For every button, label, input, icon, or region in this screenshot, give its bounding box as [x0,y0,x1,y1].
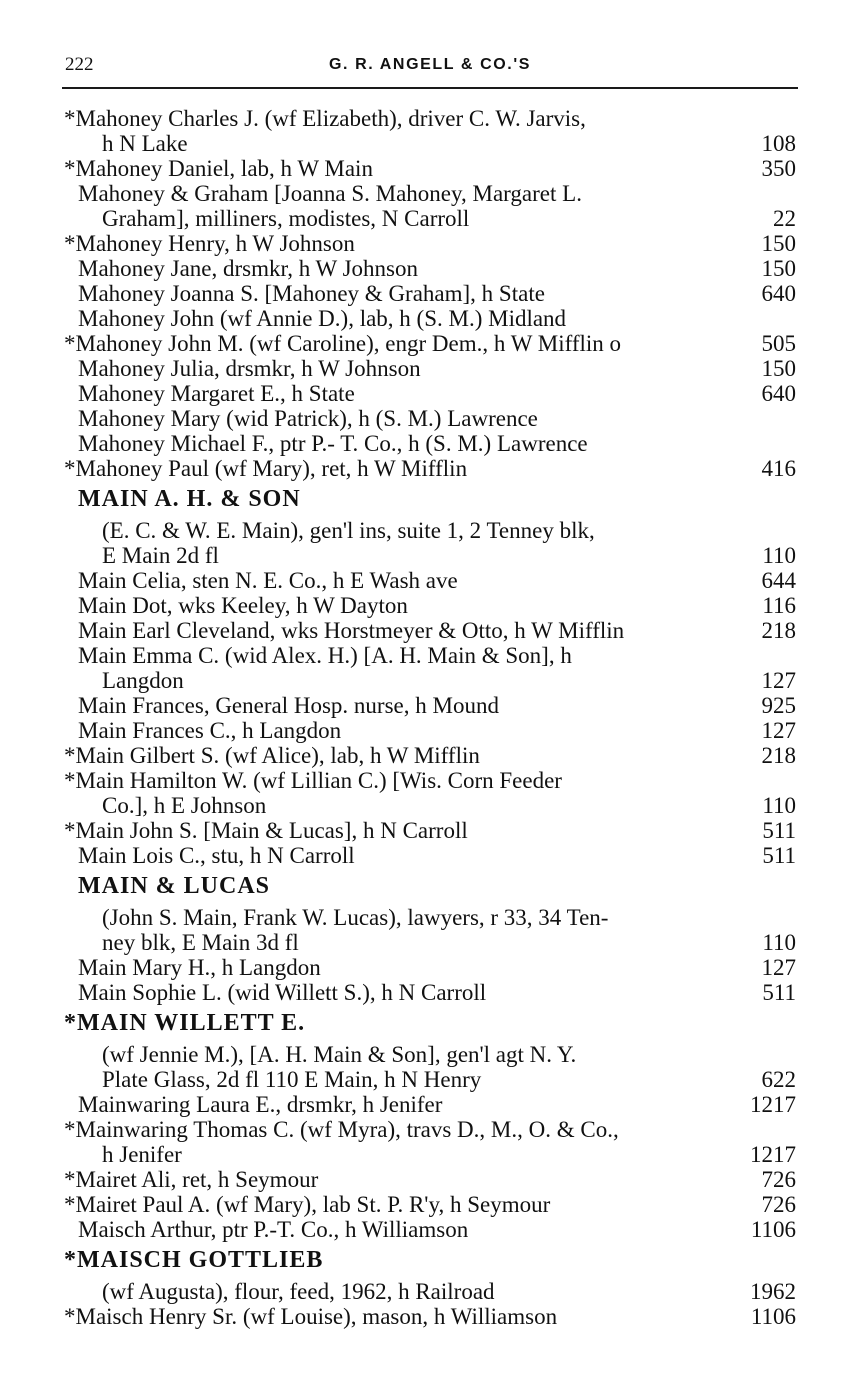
directory-entry [0,643,860,668]
page-number: 222 [65,54,94,75]
entry-text-continued: ney blk, E Main 3d fl [102,930,299,955]
business-heading [0,1248,860,1273]
entry-page-ref: 511 [762,818,796,843]
directory-entry [0,593,860,618]
entry-text: Mahoney Julia, drsmkr, h W Johnson [78,356,421,381]
entry-text: Main Mary H., h Langdon [78,955,321,980]
entry-page-ref: 511 [762,980,796,1005]
entry-text: *Mahoney John M. (wf Caroline), engr Dem., h W Mifflin o [64,331,622,356]
entry-text: *Mahoney Daniel, lab, h W Main [64,156,373,181]
directory-entry [0,718,860,743]
running-title: G. R. ANGELL & CO.'S [328,56,532,73]
heading-text: MAIN & LUCAS [78,873,270,899]
directory-entry [0,1192,860,1217]
entry-page-ref: 925 [761,693,796,718]
directory-entry [0,156,860,181]
entry-text: *Mainwaring Thomas C. (wf Myra), travs D., M., O. & Co., [64,1117,619,1142]
entry-text: Main Earl Cleveland, wks Horstmeyer & Otto, h W Mifflin [78,618,625,643]
entry-text: Mahoney Mary (wid Patrick), h (S. M.) Lawrence [78,406,538,431]
entry-page-ref: 127 [761,955,796,980]
directory-entry [0,356,860,381]
directory-entry [0,955,860,980]
directory-entry [0,406,860,431]
directory-entry [0,381,860,406]
directory-entry [0,281,860,306]
entry-page-ref: 350 [761,156,796,181]
directory-entry [0,818,860,843]
entry-page-ref: 416 [761,456,796,481]
entry-text: *Maisch Henry Sr. (wf Louise), mason, h Williamson [64,1304,558,1329]
directory-entry [0,843,860,868]
entry-text-continued: Co.], h E Johnson [102,793,267,818]
entry-text: Main Lois C., stu, h N Carroll [78,843,355,868]
heading-text: *MAIN WILLETT E. [64,1010,306,1036]
entry-page-ref: 640 [761,281,796,306]
entry-text-continued: E Main 2d fl [102,543,219,568]
directory-entry [0,1167,860,1192]
entry-text: (E. C. & W. E. Main), gen'l ins, suite 1, 2 Tenney blk, [102,518,595,543]
entry-page-ref: 640 [761,381,796,406]
entry-page-ref: 150 [761,356,796,381]
entry-page-ref: 505 [761,331,796,356]
directory-entry [0,1304,860,1329]
entry-text-continued: Plate Glass, 2d fl 110 E Main, h N Henry [102,1067,482,1092]
entry-text-continued: h Jenifer [102,1142,182,1167]
entry-continuation [0,668,860,693]
entry-text: Mahoney Joanna S. [Mahoney & Graham], h State [78,281,545,306]
entry-page-ref: 150 [761,231,796,256]
entry-page-ref: 218 [761,743,796,768]
directory-entry [0,431,860,456]
entry-page-ref: 22 [773,206,796,231]
directory-entry [0,743,860,768]
entry-page-ref: 1217 [750,1142,796,1167]
directory-entry [0,181,860,206]
entry-continuation [0,543,860,568]
entry-page-ref: 622 [761,1067,796,1092]
directory-entry [0,1042,860,1067]
entry-text: *Main Hamilton W. (wf Lillian C.) [Wis. Corn Feeder [64,768,562,793]
directory-entry [0,1217,860,1242]
directory-entry [0,1117,860,1142]
entry-text: Main Frances C., h Langdon [78,718,342,743]
directory-entry [0,768,860,793]
entry-text: *Mahoney Charles J. (wf Elizabeth), driver C. W. Jarvis, [64,106,586,131]
header-rule [62,87,798,89]
entry-page-ref: 1106 [750,1217,796,1242]
directory-entry [0,693,860,718]
entry-text: Main Frances, General Hosp. nurse, h Mound [78,693,499,718]
entry-page-ref: 110 [762,930,796,955]
directory-entry [0,456,860,481]
entry-page-ref: 116 [762,593,796,618]
entry-text: Main Sophie L. (wid Willett S.), h N Carroll [78,980,487,1005]
entry-continuation [0,206,860,231]
entry-text-continued: Graham], milliners, modistes, N Carroll [102,206,470,231]
entry-text: Mahoney Michael F., ptr P.- T. Co., h (S. M.) Lawrence [78,431,588,456]
entry-text: Main Emma C. (wid Alex. H.) [A. H. Main & Son], h [78,643,572,668]
entry-page-ref: 511 [762,843,796,868]
entry-page-ref: 644 [761,568,796,593]
entry-text: (wf Jennie M.), [A. H. Main & Son], gen'l agt N. Y. [102,1042,577,1067]
entry-page-ref: 1962 [750,1279,796,1304]
entry-text-continued: Langdon [102,668,184,693]
entry-continuation [0,1142,860,1167]
entry-text: Mahoney Jane, drsmkr, h W Johnson [78,256,419,281]
directory-entry [0,1279,860,1304]
entry-text: Mahoney Margaret E., h State [78,381,355,406]
entry-text: *Main John S. [Main & Lucas], h N Carroll [64,818,468,843]
entry-continuation [0,793,860,818]
directory-entry [0,1092,860,1117]
directory-entry [0,518,860,543]
heading-text: MAIN A. H. & SON [78,486,301,512]
directory-entry [0,306,860,331]
directory-entry [0,231,860,256]
entry-continuation [0,1067,860,1092]
page-header [0,0,860,90]
entry-text: Mahoney John (wf Annie D.), lab, h (S. M.) Midland [78,306,567,331]
directory-entry [0,618,860,643]
entry-page-ref: 1106 [750,1304,796,1329]
business-heading [0,874,860,899]
business-heading [0,487,860,512]
entry-text: *Main Gilbert S. (wf Alice), lab, h W Mifflin [64,743,480,768]
entry-text: *Mahoney Paul (wf Mary), ret, h W Mifflin [64,456,468,481]
entry-page-ref: 726 [761,1192,796,1217]
directory-entry [0,905,860,930]
entry-continuation [0,930,860,955]
entry-page-ref: 108 [761,131,796,156]
entry-page-ref: 127 [761,718,796,743]
entry-text: *Mairet Ali, ret, h Seymour [64,1167,319,1192]
entry-text: Main Dot, wks Keeley, h W Dayton [78,593,408,618]
entry-page-ref: 127 [761,668,796,693]
directory-entry [0,331,860,356]
directory-entry [0,568,860,593]
entry-page-ref: 726 [761,1167,796,1192]
entry-page-ref: 1217 [750,1092,796,1117]
entry-page-ref: 110 [762,543,796,568]
entry-page-ref: 110 [762,793,796,818]
entry-text: *Mahoney Henry, h W Johnson [64,231,355,256]
business-heading [0,1011,860,1036]
entry-text: Mainwaring Laura E., drsmkr, h Jenifer [78,1092,443,1117]
directory-entries [0,106,860,1329]
entry-text: Main Celia, sten N. E. Co., h E Wash ave [78,568,458,593]
directory-entry [0,980,860,1005]
directory-entry [0,106,860,131]
entry-text: Mahoney & Graham [Joanna S. Mahoney, Margaret L. [78,181,582,206]
entry-page-ref: 218 [761,618,796,643]
entry-page-ref: 150 [761,256,796,281]
entry-text-continued: h N Lake [102,131,188,156]
directory-entry [0,256,860,281]
entry-text: Maisch Arthur, ptr P.-T. Co., h Williamson [78,1217,469,1242]
heading-text: *MAISCH GOTTLIEB [64,1247,324,1273]
entry-text: (John S. Main, Frank W. Lucas), lawyers, r 33, 34 Ten- [102,905,609,930]
entry-continuation [0,131,860,156]
entry-text: (wf Augusta), flour, feed, 1962, h Railroad [102,1279,495,1304]
entry-text: *Mairet Paul A. (wf Mary), lab St. P. R'y, h Seymour [64,1192,551,1217]
